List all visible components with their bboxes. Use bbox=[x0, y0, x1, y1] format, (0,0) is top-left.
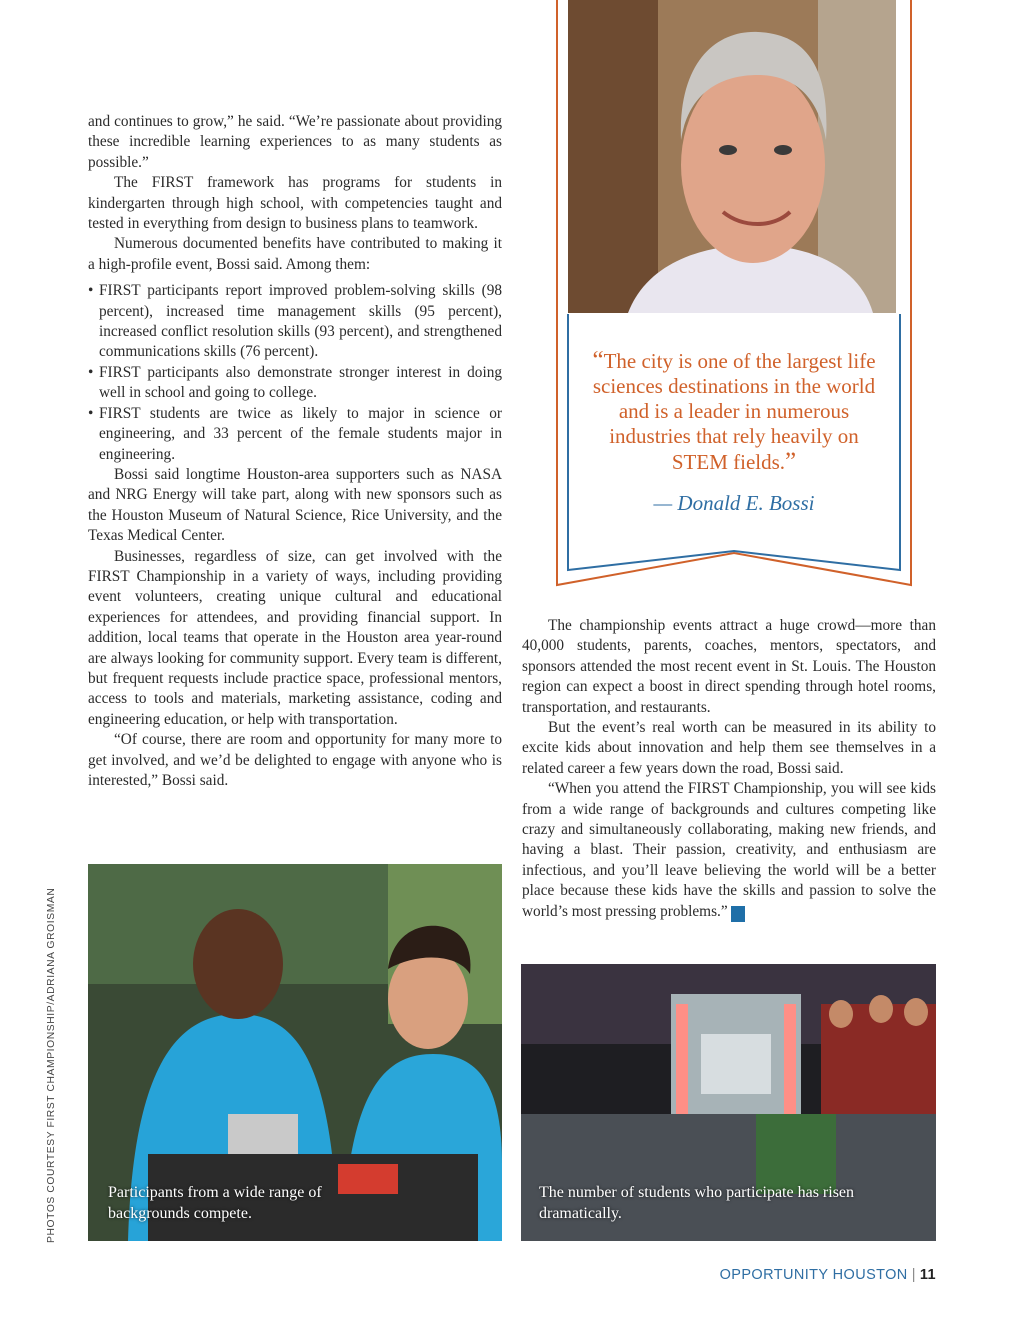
left-article-column bbox=[88, 112, 502, 791]
photo-credit: PHOTOS COURTESY FIRST CHAMPIONSHIP/ADRIANA GROISMAN bbox=[46, 887, 57, 1243]
portrait-illustration bbox=[568, 0, 896, 313]
benefits-list bbox=[88, 281, 502, 465]
right-article-column bbox=[522, 616, 936, 922]
paragraph: But the event’s real worth can be measured in its ability to excite kids about innovation and help them see themselves in a related career a few years down the road, Bossi said. bbox=[522, 719, 936, 777]
list-item: • FIRST participants report improved problem-solving skills (98 percent), increased time management skills (95 percent), increased conflict resolution skills (93 percent), and strengthened communications skills (76 percent). bbox=[88, 281, 502, 363]
paragraph: The championship events attract a huge crowd—more than 40,000 students, parents, coaches, mentors, spectators, and sponsors attended the most recent event in St. Louis. The Houston region can expect a boost in direct spending through hotel rooms, transportation, and restaurants. bbox=[522, 617, 936, 716]
list-item: • FIRST students are twice as likely to major in science or engineering, and 33 percent of the female students major in engineering. bbox=[88, 404, 502, 465]
end-of-article-icon bbox=[731, 905, 766, 922]
end-mark-top: 20 bbox=[757, 905, 766, 913]
list-item: • FIRST participants also demonstrate stronger interest in doing well in school and going to college. bbox=[88, 363, 502, 404]
pull-quote-attribution: — Donald E. Bossi bbox=[653, 491, 815, 515]
close-quote-mark: ” bbox=[785, 448, 797, 475]
paragraph: “Of course, there are room and opportunity for many more to get involved, and we’d be delighted to engage with anyone who is interested,” Bossi said. bbox=[88, 731, 502, 789]
pull-quote bbox=[586, 348, 882, 475]
paragraph: The FIRST framework has programs for students in kindergarten through high school, with competencies taught and tested in everything from design to business plans to teamwork. bbox=[88, 174, 502, 233]
paragraph: Numerous documented benefits have contributed to making it a high-profile event, Bossi said. Among them: bbox=[88, 235, 502, 273]
portrait-photo bbox=[568, 0, 896, 313]
paragraph: Businesses, regardless of size, can get involved with the FIRST Championship in a variety of ways, including providing event volunteers, creating unique cultural and educational experiences for attendees, and providing financial support. In addition, local teams that operate in the Houston area year-round are always looking for community support. Every team is different, but frequent requests include practice space, professional mentors, access to tools and materials, marketing assistance, coding and engineering education, or help with transportation. bbox=[88, 547, 502, 728]
paragraph: Bossi said longtime Houston-area supporters such as NASA and NRG Energy will take part, along with new sponsors such as the Houston Museum of Natural Science, Rice University, and the Texas Medical Center. bbox=[88, 465, 502, 545]
paragraph: and continues to grow,” he said. “We’re passionate about providing these incredible learning experiences to as many students as possible.” bbox=[88, 113, 502, 171]
paragraph bbox=[522, 779, 936, 922]
closing-quote-text: “When you attend the FIRST Championship, you will see kids from a wide range of backgrounds and cultures competing like crazy and simultaneously collaborating, making new friends, and having a blast. Their passion, creativity, and enthusiasm are infectious, and you’ll leave believing the world will be a better place because these kids have the skills and passion to solve the world’s most pressing problems.” bbox=[522, 780, 936, 920]
photo-caption-right: The number of students who participate has risen dramatically. bbox=[539, 1184, 855, 1222]
photo-caption-left: Participants from a wide range of backgrounds compete. bbox=[108, 1184, 322, 1222]
pull-quote-text: The city is one of the largest life sciences destinations in the world and is a leader in numerous industries that rely heavily on STEM fields. bbox=[592, 349, 876, 474]
open-quote-mark: “ bbox=[592, 347, 604, 374]
end-mark-bottom: 16 bbox=[757, 913, 766, 921]
page-footer bbox=[720, 1267, 936, 1283]
footer-separator: | bbox=[911, 1267, 916, 1283]
magazine-name: OPPORTUNITY HOUSTON bbox=[719, 1267, 908, 1283]
page-number: 11 bbox=[919, 1267, 936, 1283]
